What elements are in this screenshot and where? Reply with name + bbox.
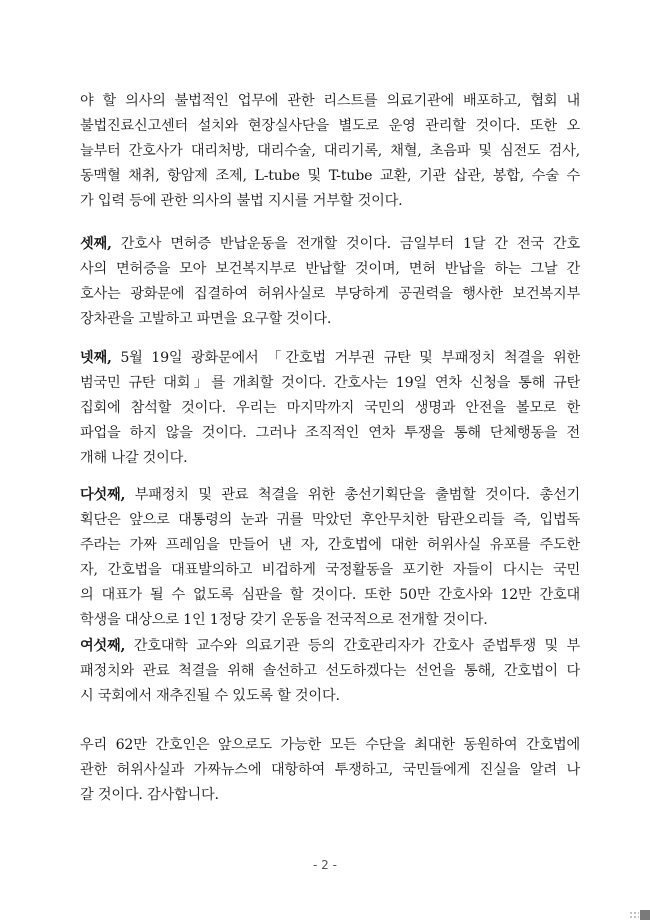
text-line: 시 국회에서 재추진될 수 있도록 할 것이다. (80, 688, 340, 704)
text-segment: 간호대학 교수와 의료기관 등의 간호관리자가 간호사 준법투쟁 및 부 (125, 638, 580, 654)
text-line: 획단은 앞으로 대통령의 눈과 귀를 막았던 후안무치한 탐관오리들 즉, 입법독 (80, 512, 580, 528)
text-segment: 간호사 면허증 반납운동을 전개할 것이다. 금일부터 1달 간 전국 간호 (111, 236, 580, 252)
text-line (80, 232, 580, 257)
text-line: 동맥혈 채취, 항암제 조제, L-tube 및 T-tube 교환, 기관 삽관, 봉합, 수술 수 (80, 168, 580, 184)
paragraph-lead: 여섯째, (80, 638, 126, 654)
paragraph-fourth (80, 346, 580, 471)
paragraph-continuation (80, 89, 580, 214)
text-segment: 부패정치 및 관료 척결을 위한 총선기획단을 출범할 것이다. 총선기 (125, 487, 580, 503)
text-line: 불법진료신고센터 설치와 현장실사단을 별도로 운영 관리할 것이다. 또한 오 (80, 118, 580, 134)
text-line: 호사는 광화문에 집결하여 허위사실로 부당하게 공권력을 행사한 보건복지부 (80, 286, 580, 302)
text-line: 관한 허위사실과 가짜뉴스에 대항하여 투쟁하고, 국민들에게 진실을 알려 나 (80, 762, 580, 778)
text-line: 자, 간호법을 대표발의하고 비겁하게 국정활동을 포기한 자들이 다시는 국민 (80, 562, 580, 578)
text-line: 학생을 대상으로 1인 1정당 갖기 운동을 전국적으로 전개할 것이다. (80, 612, 488, 628)
paragraph-lead: 셋째, (80, 236, 112, 252)
text-line: 늘부터 간호사가 대리처방, 대리수술, 대리기록, 채혈, 초음파 및 심전도 검사, (80, 143, 580, 159)
text-line: 의 대표가 될 수 없도록 심판을 할 것이다. 또한 50만 간호사와 12만 간호대 (80, 587, 580, 603)
text-line: 갈 것이다. 감사합니다. (80, 787, 219, 803)
text-line: 집회에 참석할 것이다. 우리는 마지막까지 국민의 생명과 안전을 볼모로 한 (80, 400, 580, 416)
text-line: 장차관을 고발하고 파면을 요구할 것이다. (80, 311, 332, 327)
text-line: 패정치와 관료 척결을 위해 솔선하고 선도하겠다는 선언을 통해, 간호법이 다 (80, 663, 580, 679)
page-number: - 2 - (313, 858, 337, 872)
text-line: 개해 나갈 것이다. (80, 450, 188, 466)
text-line: 가 입력 등에 관한 의사의 불법 지시를 거부할 것이다. (80, 193, 403, 209)
text-line: 파업을 하지 않을 것이다. 그러나 조직적인 연차 투쟁을 통해 단체행동을 전 (80, 425, 580, 441)
corner-handle[interactable] (640, 910, 650, 920)
text-line: 주라는 가짜 프레임을 만들어 낸 자, 간호법에 대한 허위사실 유포를 주도한 (80, 537, 580, 553)
resize-grip-icon[interactable] (629, 911, 639, 919)
text-segment: 5월 19일 광화문에서 「간호법 거부권 규탄 및 부패정치 척결을 위한 (111, 350, 580, 366)
text-line: 범국민 규탄 대회」를 개최할 것이다. 간호사는 19일 연차 신청을 통해 규탄 (80, 375, 580, 391)
paragraph-lead: 넷째, (80, 350, 112, 366)
text-line: 야 할 의사의 불법적인 업무에 관한 리스트를 의료기관에 배포하고, 협회 내 (80, 93, 580, 109)
paragraph-third (80, 232, 580, 332)
text-line (80, 346, 580, 371)
paragraph-sixth (80, 634, 580, 709)
paragraph-fifth (80, 483, 580, 633)
text-line (80, 483, 580, 508)
text-line (80, 634, 580, 659)
paragraph-lead: 다섯째, (80, 487, 126, 503)
text-line: 사의 면허증을 모아 보건복지부로 반납할 것이며, 면허 반납을 하는 그날 간 (80, 261, 580, 277)
paragraph-closing (80, 733, 580, 808)
text-line: 우리 62만 간호인은 앞으로도 가능한 모든 수단을 최대한 동원하여 간호법에 (80, 737, 580, 753)
